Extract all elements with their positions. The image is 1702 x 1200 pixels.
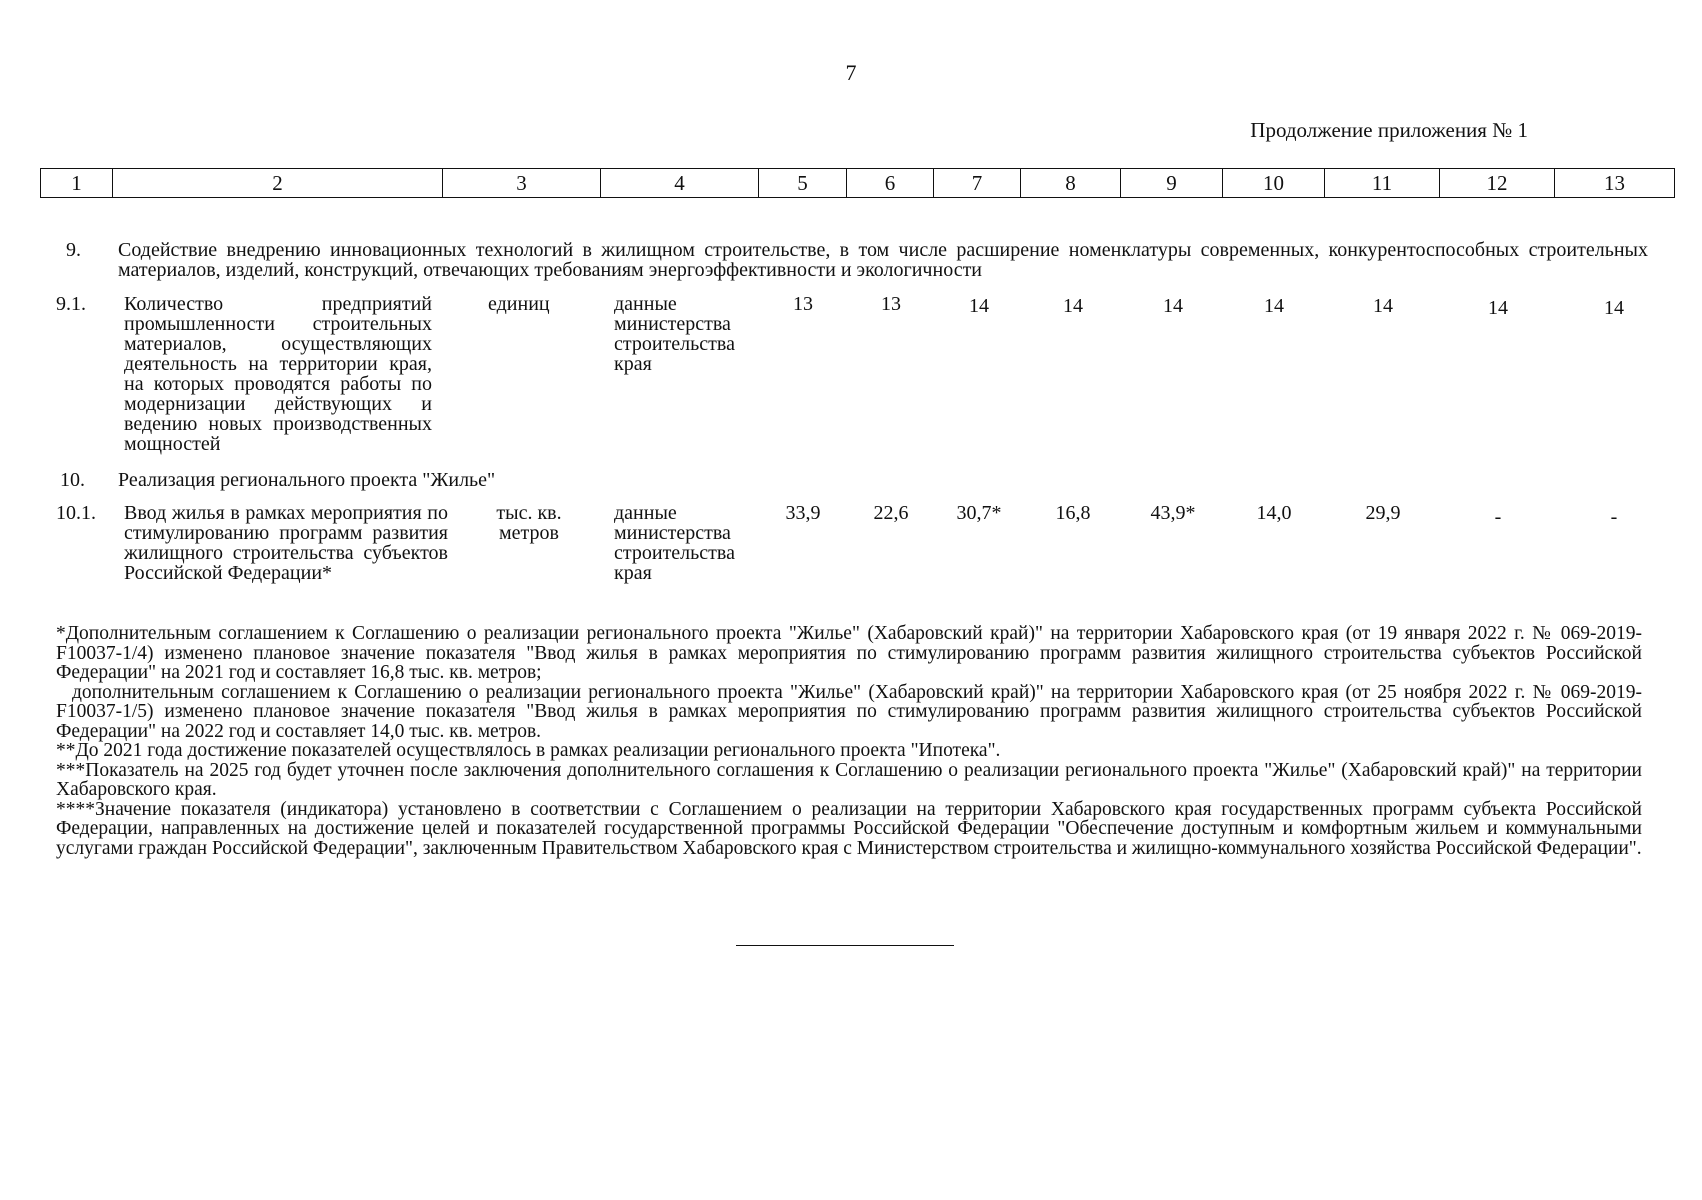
column-number: 10 — [1223, 169, 1325, 198]
footnote: дополнительным соглашением к Соглашению о реализации регионального проекта "Жилье" (Хабаровский край)" на территории Хабаровского края (от 25 ноября 2022 г. № 069-2019-F10037-1/5) изменено плановое значение показателя "Ввод жилья в рамках мероприятия по стимулированию программ развития жилищного строительства субъектов Российской Федерации" на 2022 год и составляет 14,0 тыс. кв. метров. — [56, 681, 1642, 742]
value-cell: 13 — [793, 293, 813, 315]
indicator-number: 10.1. — [56, 502, 96, 524]
footnote: ****Значение показателя (индикатора) установлено в соответствии с Соглашением о реализации на территории Хабаровского края государственных программ субъекта Российской Федерации, направленных на достижение целей и показателей государственной программы Российской Федерации "Обеспечение доступным и комфортным жильем и коммунальными услугами граждан Российской Федерации", заключенным Правительством Хабаровского края с Министерством строительства и жилищно-коммунального хозяйства Российской Федерации". — [56, 798, 1642, 859]
column-number: 7 — [934, 169, 1021, 198]
value-cell: 43,9* — [1150, 502, 1196, 524]
unit-of-measure: единиц — [488, 293, 550, 315]
value-cell: 14 — [969, 295, 989, 317]
data-source: данные министерства строительства края — [614, 293, 735, 375]
column-number: 12 — [1440, 169, 1555, 198]
footnote: **До 2021 года достижение показателей осуществлялось в рамках реализации регионального проекта "Ипотека". — [56, 740, 1001, 761]
column-number: 3 — [443, 169, 601, 198]
value-cell: 14 — [1488, 297, 1508, 319]
value-cell: 14 — [1063, 295, 1083, 317]
value-cell: 14 — [1604, 297, 1624, 319]
value-cell: 14 — [1163, 295, 1183, 317]
section-number: 10. — [60, 469, 85, 491]
column-number: 9 — [1121, 169, 1223, 198]
footnotes — [56, 624, 1642, 858]
value-cell: 14 — [1264, 295, 1284, 317]
indicator-name: Количество предприятий промышленности строительных материалов, осуществляющих деятельность на территории края, на которых проводятся работы по модернизации действующих и ведению новых производственных мощностей — [124, 293, 432, 455]
section-10 — [0, 470, 1702, 494]
data-source: данные министерства строительства края — [614, 502, 735, 584]
value-cell: 33,9 — [785, 502, 821, 524]
value-cell: - — [1610, 506, 1618, 528]
value-cell: 29,9 — [1365, 502, 1401, 524]
closing-divider-line — [736, 945, 954, 946]
section-title: Реализация регионального проекта "Жилье" — [118, 469, 496, 491]
indicator-name: Ввод жилья в рамках мероприятия по стимулированию программ развития жилищного строительства субъектов Российской Федерации* — [124, 502, 448, 584]
column-number: 4 — [601, 169, 759, 198]
value-cell: 14,0 — [1256, 502, 1292, 524]
indicator-row-9-1 — [0, 294, 1702, 460]
column-number: 6 — [847, 169, 934, 198]
value-cell: 22,6 — [873, 502, 909, 524]
column-number: 1 — [41, 169, 113, 198]
value-cell: 13 — [881, 293, 901, 315]
column-number-header — [40, 168, 1675, 198]
value-cell: 14 — [1373, 295, 1393, 317]
column-number: 5 — [759, 169, 847, 198]
value-cell: 30,7* — [956, 502, 1002, 524]
section-number: 9. — [66, 239, 81, 261]
column-number: 11 — [1325, 169, 1440, 198]
column-number: 2 — [113, 169, 443, 198]
section-9 — [0, 240, 1702, 288]
value-cell: - — [1494, 506, 1502, 528]
unit-of-measure: тыс. кв. метров — [496, 502, 562, 544]
section-title: Содействие внедрению инновационных технологий в жилищном строительстве, в том числе расширение номенклатуры современных, конкурентоспособных строительных материалов, изделий, конструкций, отвечающих требованиям энергоэффективности и экологичности — [118, 239, 1648, 281]
footnote: *Дополнительным соглашением к Соглашению о реализации регионального проекта "Жилье" (Хабаровский край)" на территории Хабаровского края (от 19 января 2022 г. № 069-2019-F10037-1/4) изменено плановое значение показателя "Ввод жилья в рамках мероприятия по стимулированию программ развития жилищного строительства субъектов Российской Федерации" на 2021 год и составляет 16,8 тыс. кв. метров; — [56, 623, 1642, 683]
value-cell: 16,8 — [1055, 502, 1091, 524]
footnote: ***Показатель на 2025 год будет уточнен после заключения дополнительного соглашения к Соглашению о реализации регионального проекта "Жилье" (Хабаровский край)" на территории Хабаровского края. — [56, 759, 1642, 800]
column-number: 8 — [1021, 169, 1121, 198]
page-number: 7 — [845, 60, 857, 85]
column-number: 13 — [1555, 169, 1675, 198]
indicator-row-10-1 — [0, 503, 1702, 607]
appendix-continuation-label: Продолжение приложения № 1 — [1250, 118, 1528, 142]
indicator-number: 9.1. — [56, 293, 86, 315]
